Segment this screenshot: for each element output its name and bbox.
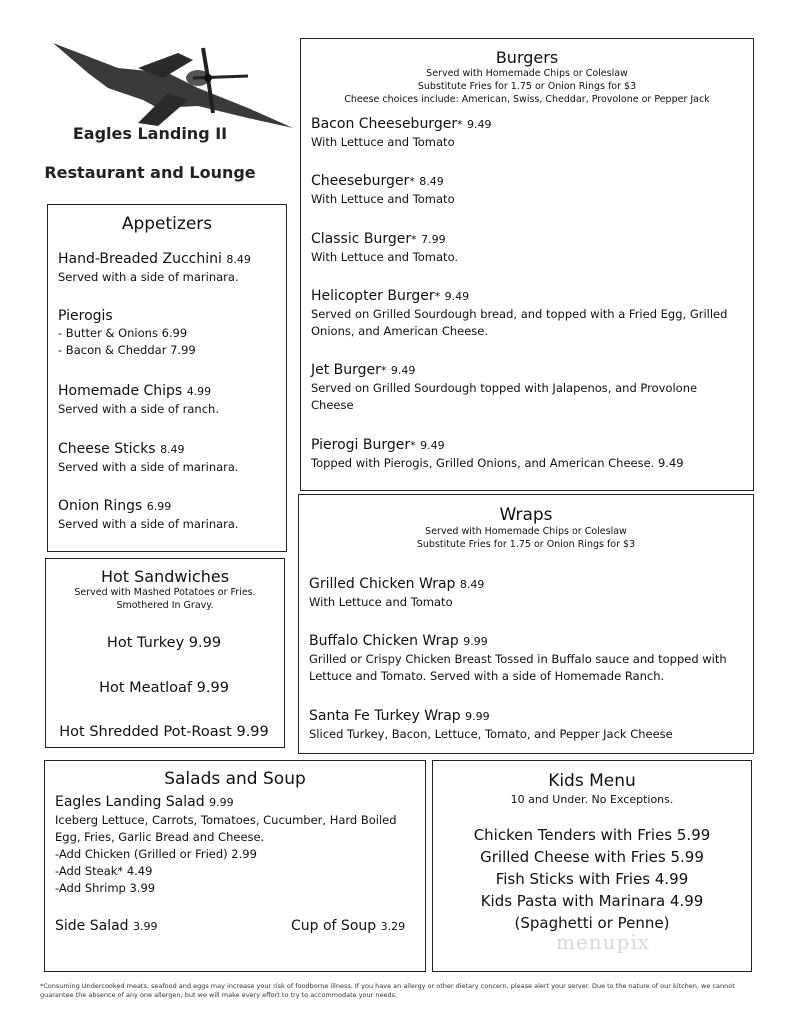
item-desc: Lettuce and Tomato. Served with a side of Homemade Ranch.	[309, 669, 665, 683]
menu-item	[55, 793, 397, 897]
kids-item-list	[433, 824, 751, 934]
watermark: menupix	[556, 930, 651, 954]
menu-item	[58, 307, 196, 359]
menu-item: Kids Pasta with Marinara 4.99	[480, 892, 704, 910]
wraps-section	[298, 494, 754, 754]
item-name: Helicopter Burger	[311, 288, 435, 304]
item-name: Cheeseburger	[311, 173, 410, 189]
section-title: Kids Menu	[548, 771, 636, 791]
menu-item	[58, 250, 251, 286]
item-price: 8.49	[226, 253, 251, 266]
section-title: Wraps	[499, 505, 553, 525]
salads-section	[44, 760, 426, 972]
item-name: Pierogi Burger	[311, 437, 411, 453]
item-mark: *	[411, 233, 417, 246]
item-name: Cheese Sticks	[58, 441, 156, 457]
item-desc: Onions, and American Cheese.	[311, 324, 489, 338]
menu-item	[58, 497, 239, 533]
item-mark: *	[434, 290, 441, 303]
section-note: Substitute Fries for 1.75 or Onion Rings for $3	[417, 81, 637, 92]
menu-item	[309, 707, 673, 743]
section-note: Cheese choices include: American, Swiss, Cheddar, Provolone or Pepper Jack	[344, 94, 710, 105]
section-title: Hot Sandwiches	[100, 567, 230, 586]
restaurant-tagline: Restaurant and Lounge	[44, 163, 256, 182]
item-name: Grilled Chicken Wrap	[309, 576, 456, 592]
item-name: Jet Burger	[311, 362, 381, 378]
item-desc: - Butter & Onions 6.99	[58, 326, 188, 340]
item-mark: *	[409, 175, 415, 188]
menu-item	[58, 382, 219, 418]
item-desc: - Bacon & Cheddar 7.99	[58, 343, 196, 357]
item-desc: Served on Grilled Sourdough bread, and topped with a Fried Egg, Grilled	[311, 307, 728, 321]
menu-item: Hot Turkey 9.99	[106, 635, 222, 651]
item-name: Homemade Chips	[58, 383, 183, 399]
menu-item	[58, 440, 239, 476]
menu-item: (Spaghetti or Penne)	[514, 914, 670, 932]
item-price: 9.99	[209, 796, 234, 809]
item-name: Hand-Breaded Zucchini	[58, 251, 222, 267]
menu-item: Chicken Tenders with Fries 5.99	[473, 826, 711, 844]
section-note: Substitute Fries for 1.75 or Onion Rings for $3	[416, 539, 636, 550]
item-price: 9.49	[390, 364, 416, 377]
menu-item	[311, 436, 684, 472]
item-desc: Served with a side of marinara.	[58, 460, 239, 474]
item-desc: With Lettuce and Tomato	[311, 192, 455, 206]
section-note: Served with Homemade Chips or Coleslaw	[426, 68, 628, 79]
menu-item: Fish Sticks with Fries 4.99	[495, 870, 689, 888]
item-desc: Sliced Turkey, Bacon, Lettuce, Tomato, and Pepper Jack Cheese	[309, 727, 673, 741]
footer-disclaimer	[40, 982, 740, 1000]
menu-item	[311, 361, 697, 414]
footer-line: guarantee the absence of any one allergen; but we will make every effort to try to accommodate your needs.	[40, 991, 398, 999]
menu-item	[311, 230, 458, 266]
item-name: Eagles Landing Salad	[55, 794, 205, 810]
item-price: 9.49	[467, 118, 492, 131]
item-desc: With Lettuce and Tomato	[309, 595, 453, 609]
menu-item: Grilled Cheese with Fries 5.99	[480, 848, 704, 866]
item-desc: Grilled or Crispy Chicken Breast Tossed in Buffalo sauce and topped with	[309, 652, 727, 666]
menu-item	[309, 632, 727, 685]
item-price: 8.49	[419, 175, 444, 188]
item-price: 8.49	[459, 578, 485, 591]
item-name: Bacon Cheeseburger	[311, 116, 458, 132]
item-name: Santa Fe Turkey Wrap	[309, 708, 461, 724]
section-title: Appetizers	[121, 214, 213, 234]
item-desc: With Lettuce and Tomato.	[311, 250, 459, 264]
menu-item	[311, 172, 455, 208]
item-name: Onion Rings	[58, 498, 143, 514]
menu-item: Hot Meatloaf 9.99	[99, 680, 229, 696]
item-mark: *	[457, 118, 463, 131]
burgers-section	[300, 38, 754, 491]
section-note: Served with Mashed Potatoes or Fries.	[74, 587, 256, 598]
item-mark: *	[380, 364, 387, 377]
item-name: Buffalo Chicken Wrap	[309, 633, 459, 649]
menu-item	[311, 287, 727, 340]
footer-line: *Consuming Undercooked meats, seafood and eggs may increase your risk of foodborne illness. If you have an allergy or other dietary concern, please alert your server. Due to the nature of our kitchen, we cannot	[40, 982, 735, 990]
cup-of-soup-item	[291, 917, 405, 936]
item-price: 6.99	[146, 500, 172, 513]
item-price: 8.49	[160, 443, 185, 456]
section-title: Salads and Soup	[164, 769, 306, 789]
item-desc: Cheese	[311, 398, 354, 412]
item-price: 9.99	[465, 710, 490, 723]
item-mark: *	[410, 439, 416, 452]
item-name: Side Salad	[55, 918, 129, 934]
item-name: Pierogis	[58, 308, 113, 324]
item-price: 3.99	[133, 920, 158, 933]
section-note: Served with Homemade Chips or Coleslaw	[425, 526, 627, 537]
menu-item: Hot Shredded Pot-Roast 9.99	[59, 724, 269, 740]
item-desc: With Lettuce and Tomato	[311, 135, 455, 149]
item-price: 3.29	[380, 920, 406, 933]
menu-item	[309, 575, 484, 611]
appetizers-section	[47, 204, 287, 552]
item-price: 7.99	[421, 233, 446, 246]
item-price: 9.99	[463, 635, 488, 648]
item-desc: Egg, Fries, Garlic Bread and Cheese.	[55, 830, 265, 844]
item-desc: -Add Chicken (Grilled or Fried) 2.99	[55, 847, 257, 861]
section-note: Smothered In Gravy.	[116, 600, 214, 611]
item-desc: Iceberg Lettuce, Carrots, Tomatoes, Cucumber, Hard Boiled	[55, 813, 397, 827]
item-desc: -Add Steak* 4.49	[55, 864, 153, 878]
hot-sandwiches-section	[45, 558, 285, 748]
item-name: Cup of Soup	[291, 918, 377, 934]
item-price: 9.49	[444, 290, 470, 303]
item-desc: Served with a side of ranch.	[58, 402, 219, 416]
item-desc: Topped with Pierogis, Grilled Onions, and American Cheese. 9.49	[311, 456, 684, 470]
side-salad-item	[55, 917, 158, 936]
item-name: Classic Burger	[311, 231, 412, 247]
item-desc: Served with a side of marinara.	[58, 270, 239, 284]
section-note: 10 and Under. No Exceptions.	[510, 793, 674, 806]
airplane-logo-icon	[48, 38, 298, 138]
item-desc: Served on Grilled Sourdough topped with Jalapenos, and Provolone	[311, 381, 698, 395]
item-desc: -Add Shrimp 3.99	[55, 881, 156, 895]
section-title: Burgers	[495, 48, 559, 67]
restaurant-name: Eagles Landing II	[72, 124, 228, 143]
item-desc: Served with a side of marinara.	[58, 517, 239, 531]
item-price: 9.49	[420, 439, 445, 452]
menu-item	[311, 115, 492, 151]
item-price: 4.99	[186, 385, 212, 398]
